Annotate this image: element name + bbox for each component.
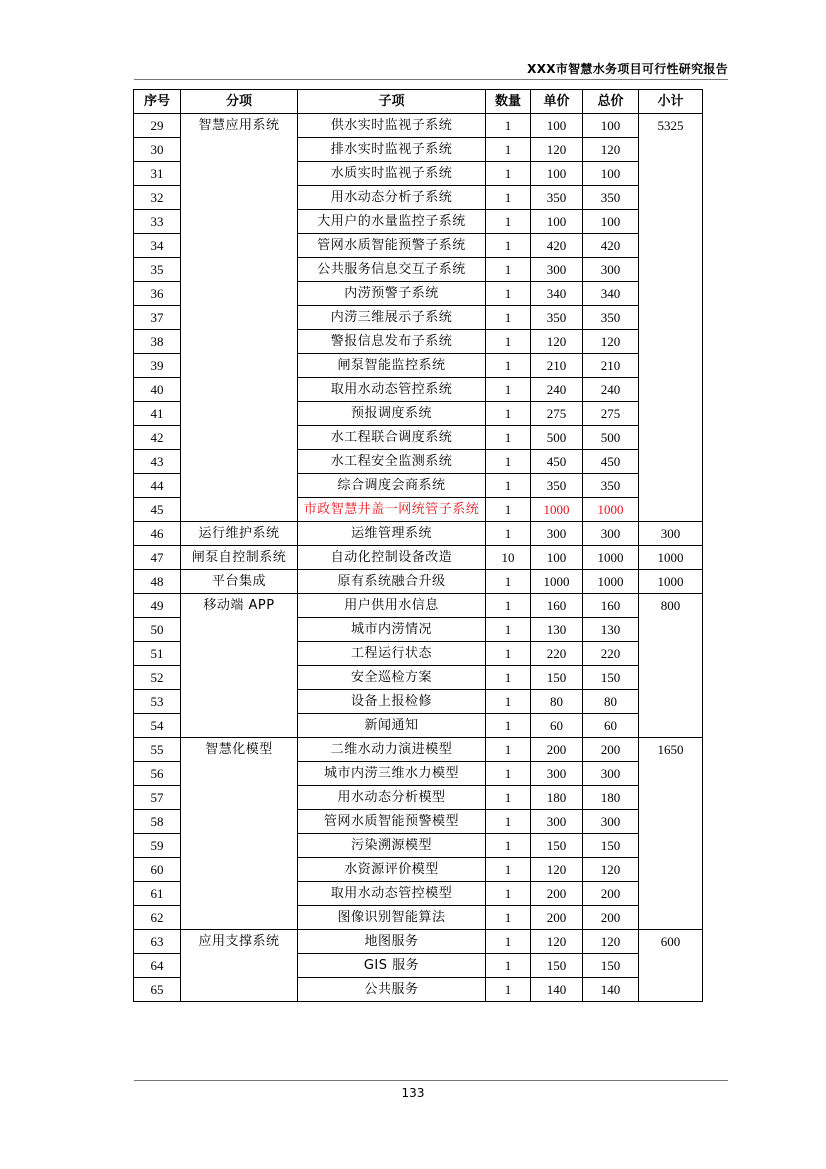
unit-price-cell: 80 bbox=[531, 690, 583, 714]
unit-price-cell: 220 bbox=[531, 642, 583, 666]
row-number: 29 bbox=[134, 114, 181, 138]
unit-price-cell: 180 bbox=[531, 786, 583, 810]
row-number: 49 bbox=[134, 594, 181, 618]
item-name: 内涝三维展示子系统 bbox=[298, 306, 486, 330]
total-price-cell: 130 bbox=[583, 618, 639, 642]
row-number: 47 bbox=[134, 546, 181, 570]
page-number: 133 bbox=[401, 1086, 425, 1100]
total-price-cell: 210 bbox=[583, 354, 639, 378]
row-number: 42 bbox=[134, 426, 181, 450]
total-price-cell: 100 bbox=[583, 114, 639, 138]
total-price-cell: 80 bbox=[583, 690, 639, 714]
row-number: 30 bbox=[134, 138, 181, 162]
category-cell: 运行维护系统 bbox=[181, 522, 298, 546]
row-number: 45 bbox=[134, 498, 181, 522]
item-name: 大用户的水量监控子系统 bbox=[298, 210, 486, 234]
report-title: XXX市智慧水务项目可行性研究报告 bbox=[527, 62, 728, 76]
table-header-row bbox=[134, 90, 703, 114]
quantity-cell: 1 bbox=[486, 522, 531, 546]
quantity-cell: 1 bbox=[486, 378, 531, 402]
total-price-cell: 420 bbox=[583, 234, 639, 258]
row-number: 57 bbox=[134, 786, 181, 810]
row-number: 52 bbox=[134, 666, 181, 690]
item-name: 安全巡检方案 bbox=[298, 666, 486, 690]
item-name: 警报信息发布子系统 bbox=[298, 330, 486, 354]
item-name: 水资源评价模型 bbox=[298, 858, 486, 882]
item-name: 自动化控制设备改造 bbox=[298, 546, 486, 570]
column-header-subtotal: 小计 bbox=[639, 90, 703, 114]
row-number: 62 bbox=[134, 906, 181, 930]
unit-price-cell: 100 bbox=[531, 162, 583, 186]
unit-price-cell: 150 bbox=[531, 666, 583, 690]
total-price-cell: 150 bbox=[583, 834, 639, 858]
item-name: 闸泵智能监控系统 bbox=[298, 354, 486, 378]
total-price-cell: 120 bbox=[583, 930, 639, 954]
quantity-cell: 1 bbox=[486, 162, 531, 186]
item-name: 市政智慧井盖一网统管子系统 bbox=[298, 498, 486, 522]
footer-divider bbox=[134, 1080, 728, 1081]
quantity-cell: 1 bbox=[486, 498, 531, 522]
row-number: 37 bbox=[134, 306, 181, 330]
row-number: 51 bbox=[134, 642, 181, 666]
quantity-cell: 1 bbox=[486, 642, 531, 666]
table-row bbox=[134, 522, 703, 546]
item-name: 管网水质智能预警子系统 bbox=[298, 234, 486, 258]
total-price-cell: 160 bbox=[583, 594, 639, 618]
unit-price-cell: 275 bbox=[531, 402, 583, 426]
quantity-cell: 1 bbox=[486, 114, 531, 138]
quantity-cell: 1 bbox=[486, 570, 531, 594]
total-price-cell: 220 bbox=[583, 642, 639, 666]
total-price-cell: 200 bbox=[583, 738, 639, 762]
item-name: 排水实时监视子系统 bbox=[298, 138, 486, 162]
total-price-cell: 120 bbox=[583, 858, 639, 882]
item-name: 水工程联合调度系统 bbox=[298, 426, 486, 450]
subtotal-cell: 1000 bbox=[639, 570, 703, 594]
item-name: 内涝预警子系统 bbox=[298, 282, 486, 306]
row-number: 59 bbox=[134, 834, 181, 858]
table-row bbox=[134, 930, 703, 954]
item-name: 图像识别智能算法 bbox=[298, 906, 486, 930]
column-header-no: 序号 bbox=[134, 90, 181, 114]
quantity-cell: 1 bbox=[486, 258, 531, 282]
unit-price-cell: 300 bbox=[531, 762, 583, 786]
total-price-cell: 275 bbox=[583, 402, 639, 426]
item-name: GIS 服务 bbox=[298, 954, 486, 978]
row-number: 54 bbox=[134, 714, 181, 738]
quantity-cell: 1 bbox=[486, 954, 531, 978]
quantity-cell: 1 bbox=[486, 138, 531, 162]
table-row bbox=[134, 546, 703, 570]
total-price-cell: 340 bbox=[583, 282, 639, 306]
row-number: 39 bbox=[134, 354, 181, 378]
table-row bbox=[134, 594, 703, 618]
row-number: 40 bbox=[134, 378, 181, 402]
unit-price-cell: 120 bbox=[531, 930, 583, 954]
table-row bbox=[134, 738, 703, 762]
quantity-cell: 10 bbox=[486, 546, 531, 570]
unit-price-cell: 130 bbox=[531, 618, 583, 642]
row-number: 36 bbox=[134, 282, 181, 306]
category-cell: 应用支撑系统 bbox=[181, 930, 298, 1002]
unit-price-cell: 210 bbox=[531, 354, 583, 378]
total-price-cell: 300 bbox=[583, 810, 639, 834]
quantity-cell: 1 bbox=[486, 306, 531, 330]
item-name: 原有系统融合升级 bbox=[298, 570, 486, 594]
subtotal-cell: 300 bbox=[639, 522, 703, 546]
quantity-cell: 1 bbox=[486, 186, 531, 210]
quantity-cell: 1 bbox=[486, 618, 531, 642]
category-cell: 平台集成 bbox=[181, 570, 298, 594]
row-number: 33 bbox=[134, 210, 181, 234]
total-price-cell: 150 bbox=[583, 954, 639, 978]
row-number: 61 bbox=[134, 882, 181, 906]
total-price-cell: 240 bbox=[583, 378, 639, 402]
category-cell: 移动端 APP bbox=[181, 594, 298, 738]
item-name: 公共服务 bbox=[298, 978, 486, 1002]
unit-price-cell: 1000 bbox=[531, 570, 583, 594]
row-number: 34 bbox=[134, 234, 181, 258]
row-number: 65 bbox=[134, 978, 181, 1002]
row-number: 43 bbox=[134, 450, 181, 474]
total-price-cell: 350 bbox=[583, 186, 639, 210]
unit-price-cell: 200 bbox=[531, 906, 583, 930]
item-name: 运维管理系统 bbox=[298, 522, 486, 546]
unit-price-cell: 100 bbox=[531, 114, 583, 138]
total-price-cell: 120 bbox=[583, 330, 639, 354]
quantity-cell: 1 bbox=[486, 762, 531, 786]
total-price-cell: 1000 bbox=[583, 570, 639, 594]
column-header-item: 子项 bbox=[298, 90, 486, 114]
unit-price-cell: 420 bbox=[531, 234, 583, 258]
row-number: 35 bbox=[134, 258, 181, 282]
quantity-cell: 1 bbox=[486, 786, 531, 810]
unit-price-cell: 60 bbox=[531, 714, 583, 738]
item-name: 取用水动态管控模型 bbox=[298, 882, 486, 906]
table-row bbox=[134, 114, 703, 138]
item-name: 供水实时监视子系统 bbox=[298, 114, 486, 138]
item-name: 用水动态分析模型 bbox=[298, 786, 486, 810]
row-number: 50 bbox=[134, 618, 181, 642]
unit-price-cell: 100 bbox=[531, 210, 583, 234]
unit-price-cell: 350 bbox=[531, 186, 583, 210]
total-price-cell: 200 bbox=[583, 882, 639, 906]
item-name: 地图服务 bbox=[298, 930, 486, 954]
quantity-cell: 1 bbox=[486, 450, 531, 474]
item-name: 城市内涝三维水力模型 bbox=[298, 762, 486, 786]
table-body bbox=[134, 114, 703, 1002]
item-name: 设备上报检修 bbox=[298, 690, 486, 714]
unit-price-cell: 100 bbox=[531, 546, 583, 570]
row-number: 63 bbox=[134, 930, 181, 954]
total-price-cell: 450 bbox=[583, 450, 639, 474]
quantity-cell: 1 bbox=[486, 882, 531, 906]
total-price-cell: 150 bbox=[583, 666, 639, 690]
quantity-cell: 1 bbox=[486, 906, 531, 930]
quantity-cell: 1 bbox=[486, 594, 531, 618]
item-name: 城市内涝情况 bbox=[298, 618, 486, 642]
unit-price-cell: 150 bbox=[531, 954, 583, 978]
total-price-cell: 100 bbox=[583, 162, 639, 186]
row-number: 58 bbox=[134, 810, 181, 834]
unit-price-cell: 1000 bbox=[531, 498, 583, 522]
unit-price-cell: 160 bbox=[531, 594, 583, 618]
item-name: 污染溯源模型 bbox=[298, 834, 486, 858]
total-price-cell: 100 bbox=[583, 210, 639, 234]
item-name: 水工程安全监测系统 bbox=[298, 450, 486, 474]
unit-price-cell: 450 bbox=[531, 450, 583, 474]
row-number: 32 bbox=[134, 186, 181, 210]
unit-price-cell: 120 bbox=[531, 858, 583, 882]
row-number: 41 bbox=[134, 402, 181, 426]
quantity-cell: 1 bbox=[486, 810, 531, 834]
row-number: 44 bbox=[134, 474, 181, 498]
category-cell: 智慧应用系统 bbox=[181, 114, 298, 522]
category-cell: 智慧化模型 bbox=[181, 738, 298, 930]
total-price-cell: 350 bbox=[583, 306, 639, 330]
quantity-cell: 1 bbox=[486, 330, 531, 354]
quantity-cell: 1 bbox=[486, 738, 531, 762]
unit-price-cell: 140 bbox=[531, 978, 583, 1002]
column-header-price: 单价 bbox=[531, 90, 583, 114]
row-number: 31 bbox=[134, 162, 181, 186]
row-number: 56 bbox=[134, 762, 181, 786]
quantity-cell: 1 bbox=[486, 858, 531, 882]
quantity-cell: 1 bbox=[486, 834, 531, 858]
total-price-cell: 140 bbox=[583, 978, 639, 1002]
unit-price-cell: 200 bbox=[531, 738, 583, 762]
quantity-cell: 1 bbox=[486, 666, 531, 690]
quantity-cell: 1 bbox=[486, 234, 531, 258]
unit-price-cell: 500 bbox=[531, 426, 583, 450]
item-name: 新闻通知 bbox=[298, 714, 486, 738]
item-name: 预报调度系统 bbox=[298, 402, 486, 426]
total-price-cell: 300 bbox=[583, 522, 639, 546]
row-number: 55 bbox=[134, 738, 181, 762]
item-name: 工程运行状态 bbox=[298, 642, 486, 666]
quantity-cell: 1 bbox=[486, 474, 531, 498]
item-name: 二维水动力演进模型 bbox=[298, 738, 486, 762]
total-price-cell: 300 bbox=[583, 762, 639, 786]
row-number: 38 bbox=[134, 330, 181, 354]
quantity-cell: 1 bbox=[486, 930, 531, 954]
total-price-cell: 1000 bbox=[583, 498, 639, 522]
unit-price-cell: 240 bbox=[531, 378, 583, 402]
unit-price-cell: 150 bbox=[531, 834, 583, 858]
subtotal-cell: 5325 bbox=[639, 114, 703, 522]
quantity-cell: 1 bbox=[486, 354, 531, 378]
unit-price-cell: 200 bbox=[531, 882, 583, 906]
subtotal-cell: 600 bbox=[639, 930, 703, 1002]
unit-price-cell: 350 bbox=[531, 306, 583, 330]
item-name: 水质实时监视子系统 bbox=[298, 162, 486, 186]
row-number: 60 bbox=[134, 858, 181, 882]
row-number: 64 bbox=[134, 954, 181, 978]
unit-price-cell: 120 bbox=[531, 330, 583, 354]
table-row bbox=[134, 570, 703, 594]
quantity-cell: 1 bbox=[486, 978, 531, 1002]
item-name: 用水动态分析子系统 bbox=[298, 186, 486, 210]
cost-table bbox=[133, 89, 703, 1002]
category-cell: 闸泵自控制系统 bbox=[181, 546, 298, 570]
quantity-cell: 1 bbox=[486, 714, 531, 738]
unit-price-cell: 300 bbox=[531, 258, 583, 282]
unit-price-cell: 340 bbox=[531, 282, 583, 306]
quantity-cell: 1 bbox=[486, 402, 531, 426]
header-divider bbox=[134, 79, 728, 80]
quantity-cell: 1 bbox=[486, 426, 531, 450]
row-number: 53 bbox=[134, 690, 181, 714]
column-header-category: 分项 bbox=[181, 90, 298, 114]
total-price-cell: 120 bbox=[583, 138, 639, 162]
unit-price-cell: 120 bbox=[531, 138, 583, 162]
item-name: 管网水质智能预警模型 bbox=[298, 810, 486, 834]
quantity-cell: 1 bbox=[486, 282, 531, 306]
total-price-cell: 300 bbox=[583, 258, 639, 282]
subtotal-cell: 800 bbox=[639, 594, 703, 738]
item-name: 取用水动态管控系统 bbox=[298, 378, 486, 402]
total-price-cell: 60 bbox=[583, 714, 639, 738]
subtotal-cell: 1650 bbox=[639, 738, 703, 930]
item-name: 综合调度会商系统 bbox=[298, 474, 486, 498]
total-price-cell: 1000 bbox=[583, 546, 639, 570]
column-header-total: 总价 bbox=[583, 90, 639, 114]
total-price-cell: 200 bbox=[583, 906, 639, 930]
unit-price-cell: 300 bbox=[531, 522, 583, 546]
item-name: 公共服务信息交互子系统 bbox=[298, 258, 486, 282]
quantity-cell: 1 bbox=[486, 690, 531, 714]
total-price-cell: 350 bbox=[583, 474, 639, 498]
total-price-cell: 500 bbox=[583, 426, 639, 450]
unit-price-cell: 350 bbox=[531, 474, 583, 498]
row-number: 48 bbox=[134, 570, 181, 594]
unit-price-cell: 300 bbox=[531, 810, 583, 834]
item-name: 用户供用水信息 bbox=[298, 594, 486, 618]
total-price-cell: 180 bbox=[583, 786, 639, 810]
column-header-qty: 数量 bbox=[486, 90, 531, 114]
subtotal-cell: 1000 bbox=[639, 546, 703, 570]
row-number: 46 bbox=[134, 522, 181, 546]
quantity-cell: 1 bbox=[486, 210, 531, 234]
